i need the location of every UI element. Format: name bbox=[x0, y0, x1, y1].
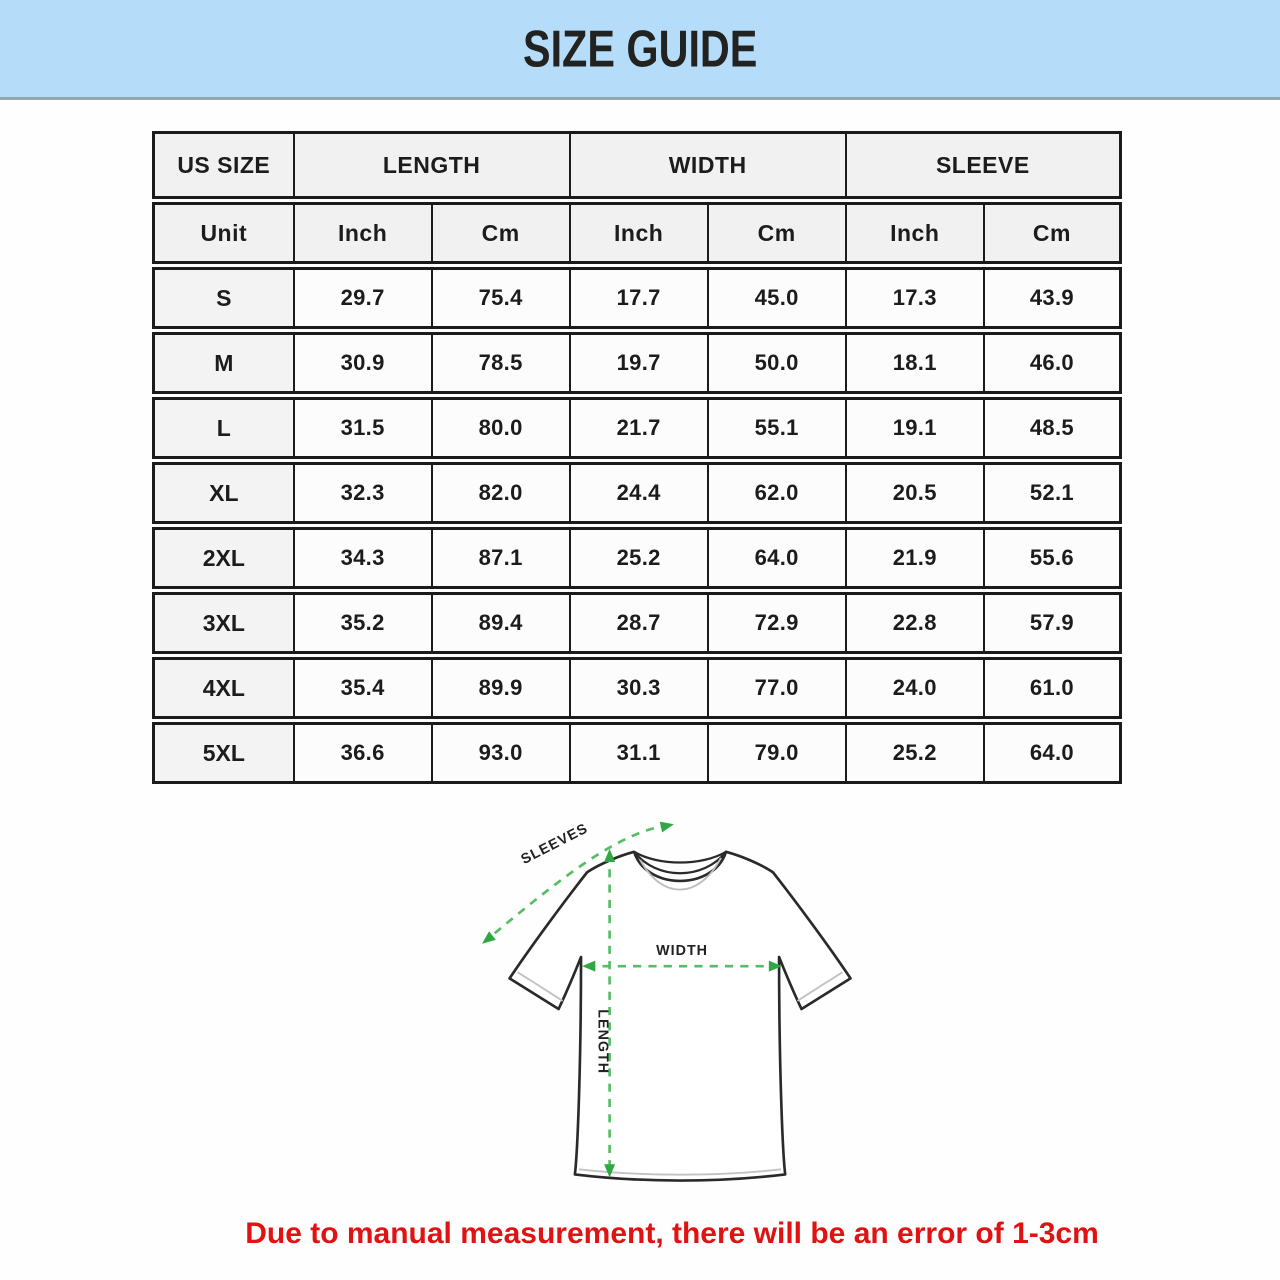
unit-inch-width: Inch bbox=[570, 202, 708, 264]
measurement-value-cell: 30.3 bbox=[570, 657, 708, 719]
unit-cm-sleeve: Cm bbox=[984, 202, 1122, 264]
tshirt-diagram bbox=[468, 811, 888, 1203]
measurement-value-cell: 19.1 bbox=[846, 397, 984, 459]
measurement-value-cell: 62.0 bbox=[708, 462, 846, 524]
measurement-value-cell: 20.5 bbox=[846, 462, 984, 524]
table-row bbox=[152, 592, 1122, 654]
measurement-value-cell: 61.0 bbox=[984, 657, 1122, 719]
measurement-value-cell: 36.6 bbox=[294, 722, 432, 784]
sleeves-arrowhead-right bbox=[660, 819, 675, 833]
table-row bbox=[152, 462, 1122, 524]
measurement-value-cell: 25.2 bbox=[570, 527, 708, 589]
measurement-value-cell: 64.0 bbox=[984, 722, 1122, 784]
size-label-cell: 5XL bbox=[152, 722, 294, 784]
tshirt-outline bbox=[510, 852, 851, 1181]
header-sleeve: SLEEVE bbox=[846, 131, 1122, 199]
table-row bbox=[152, 722, 1122, 784]
table-row bbox=[152, 267, 1122, 329]
measurement-value-cell: 89.9 bbox=[432, 657, 570, 719]
unit-label: Unit bbox=[152, 202, 294, 264]
measurement-value-cell: 21.7 bbox=[570, 397, 708, 459]
table-header-row bbox=[152, 131, 1122, 199]
unit-cm-width: Cm bbox=[708, 202, 846, 264]
measurement-value-cell: 34.3 bbox=[294, 527, 432, 589]
measurement-value-cell: 75.4 bbox=[432, 267, 570, 329]
measurement-value-cell: 43.9 bbox=[984, 267, 1122, 329]
measurement-value-cell: 22.8 bbox=[846, 592, 984, 654]
sleeves-arrowhead-left bbox=[479, 931, 496, 948]
header-width: WIDTH bbox=[570, 131, 846, 199]
size-label-cell: S bbox=[152, 267, 294, 329]
size-label-cell: 2XL bbox=[152, 527, 294, 589]
measurement-value-cell: 72.9 bbox=[708, 592, 846, 654]
measurement-value-cell: 46.0 bbox=[984, 332, 1122, 394]
header-length: LENGTH bbox=[294, 131, 570, 199]
measurement-value-cell: 80.0 bbox=[432, 397, 570, 459]
size-label-cell: 4XL bbox=[152, 657, 294, 719]
size-table-body bbox=[152, 267, 1122, 784]
measurement-value-cell: 87.1 bbox=[432, 527, 570, 589]
measurement-value-cell: 21.9 bbox=[846, 527, 984, 589]
measurement-value-cell: 30.9 bbox=[294, 332, 432, 394]
measurement-value-cell: 35.4 bbox=[294, 657, 432, 719]
collar-rib-top bbox=[634, 852, 726, 863]
measurement-value-cell: 19.7 bbox=[570, 332, 708, 394]
measurement-note: Due to manual measurement, there will be an error of 1-3cm bbox=[245, 1217, 1099, 1250]
measurement-value-cell: 82.0 bbox=[432, 462, 570, 524]
measurement-value-cell: 45.0 bbox=[708, 267, 846, 329]
measurement-value-cell: 24.0 bbox=[846, 657, 984, 719]
size-table bbox=[152, 128, 1122, 787]
measurement-value-cell: 48.5 bbox=[984, 397, 1122, 459]
measurement-value-cell: 31.5 bbox=[294, 397, 432, 459]
size-label-cell: XL bbox=[152, 462, 294, 524]
measurement-value-cell: 52.1 bbox=[984, 462, 1122, 524]
measurement-value-cell: 18.1 bbox=[846, 332, 984, 394]
size-label-cell: 3XL bbox=[152, 592, 294, 654]
diagram-label-sleeves: SLEEVES bbox=[518, 820, 591, 868]
measurement-value-cell: 55.6 bbox=[984, 527, 1122, 589]
diagram-label-length: LENGTH bbox=[594, 1009, 611, 1075]
measurement-value-cell: 50.0 bbox=[708, 332, 846, 394]
unit-inch-length: Inch bbox=[294, 202, 432, 264]
size-table-wrap bbox=[152, 128, 1122, 787]
measurement-value-cell: 28.7 bbox=[570, 592, 708, 654]
size-label-cell: L bbox=[152, 397, 294, 459]
unit-cm-length: Cm bbox=[432, 202, 570, 264]
measurement-value-cell: 55.1 bbox=[708, 397, 846, 459]
table-row bbox=[152, 332, 1122, 394]
measurement-value-cell: 93.0 bbox=[432, 722, 570, 784]
measurement-value-cell: 24.4 bbox=[570, 462, 708, 524]
measurement-value-cell: 35.2 bbox=[294, 592, 432, 654]
tshirt-diagram-svg bbox=[468, 811, 888, 1203]
diagram-label-width: WIDTH bbox=[656, 942, 709, 959]
measurement-value-cell: 32.3 bbox=[294, 462, 432, 524]
measurement-value-cell: 17.3 bbox=[846, 267, 984, 329]
measurement-value-cell: 64.0 bbox=[708, 527, 846, 589]
unit-inch-sleeve: Inch bbox=[846, 202, 984, 264]
table-row bbox=[152, 397, 1122, 459]
header-us-size: US SIZE bbox=[152, 131, 294, 199]
measurement-value-cell: 17.7 bbox=[570, 267, 708, 329]
table-unit-row bbox=[152, 202, 1122, 264]
measurement-value-cell: 79.0 bbox=[708, 722, 846, 784]
measurement-value-cell: 25.2 bbox=[846, 722, 984, 784]
measurement-value-cell: 57.9 bbox=[984, 592, 1122, 654]
banner bbox=[0, 0, 1280, 100]
table-row bbox=[152, 657, 1122, 719]
page-title: SIZE GUIDE bbox=[522, 19, 758, 78]
measurement-value-cell: 77.0 bbox=[708, 657, 846, 719]
measurement-value-cell: 31.1 bbox=[570, 722, 708, 784]
size-label-cell: M bbox=[152, 332, 294, 394]
measurement-value-cell: 89.4 bbox=[432, 592, 570, 654]
table-row bbox=[152, 527, 1122, 589]
measurement-value-cell: 78.5 bbox=[432, 332, 570, 394]
measurement-value-cell: 29.7 bbox=[294, 267, 432, 329]
